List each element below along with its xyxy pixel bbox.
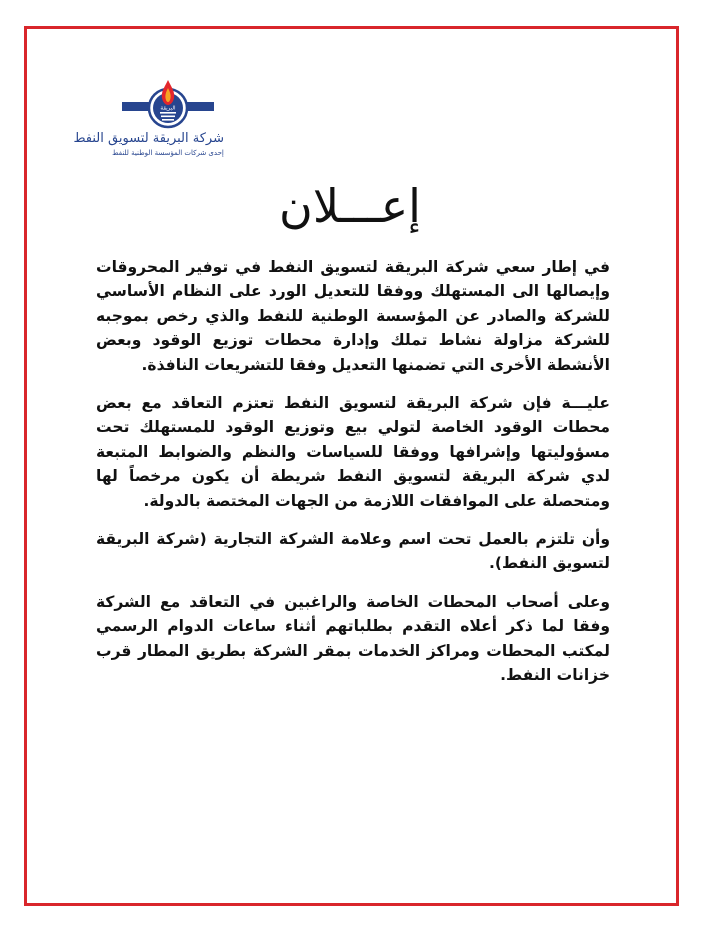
announcement-title: إعـــلان: [279, 179, 421, 233]
company-tagline: إحدى شركات المؤسسة الوطنية للنفط: [112, 149, 224, 157]
paragraph-3: وأن تلتزم بالعمل تحت اسم وعلامة الشركة التجارية (شركة البريقة لتسويق النفط).: [96, 530, 610, 573]
paragraph-1: في إطار سعي شركة البريقة لتسويق النفط في توفير المحروقات وإيصالها الى المستهلك ووفقا للتعديل الورد على النظام الأساسي للشركة والصادر عن المؤسسة الوطنية للنفط والذي رخص بموجبه للشركة مزاولة نشاط تملك وإدارة محطات توزيع الوقود وبعض الأنشطة الأخرى التي تضمنها التعديل وفقا للتشريعات النافذة.: [96, 258, 610, 374]
brega-logo-icon: [118, 78, 218, 134]
company-logo: [73, 78, 224, 166]
company-name: شركة البريقة لتسويق النفط: [73, 131, 224, 146]
logo-wordmark: البريقة: [160, 105, 176, 112]
paragraph-4: وعلى أصحاب المحطات الخاصة والراغبين في التعاقد مع الشركة وفقا لما ذكر أعلاه التقدم بطلباتهم أثناء ساعات الدوام الرسمي لمكتب المحطات ومراكز الخدمات بمقر الشركة بطريق المطار قرب خزانات النفط.: [96, 592, 610, 685]
announcement-body: [96, 255, 610, 702]
paragraph-2: عليـــة فإن شركة البريقة لتسويق النفط تعتزم التعاقد مع بعض محطات الوقود الخاصة لتولي بيع وتوزيع الوقود للمستهلك تحت مسؤوليتها وإشرافها ووفقا للسياسات والنظم والضوابط المتبعة لدي شركة البريقة لتسويق النفط شريطة أن يكون مرخصاً لها ومتحصلة على الموافقات اللازمة من الجهات المختصة بالدولة.: [96, 394, 610, 510]
